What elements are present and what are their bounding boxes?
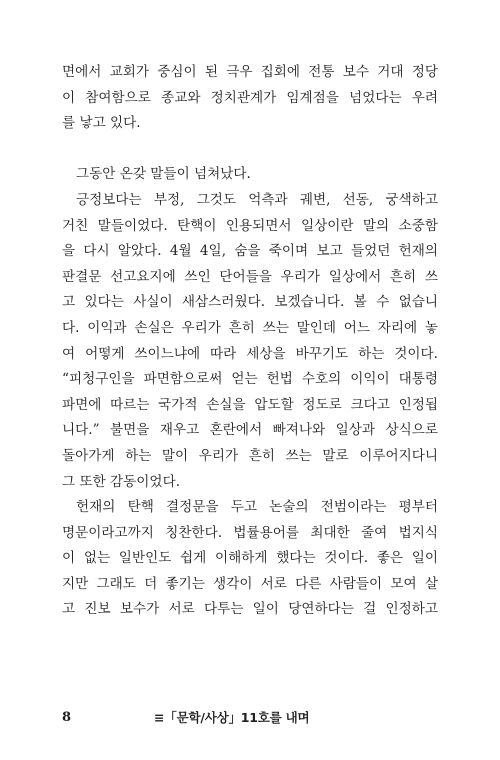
text-line: 여 어떻게 쓰이느냐에 따라 세상을 바꾸기도 하는 것이다. bbox=[62, 345, 438, 362]
text-line: 헌재의 탄핵 결정문을 두고 논술의 전범이라는 평부터 bbox=[76, 499, 438, 516]
text-line: 고 있다는 사실이 새삼스러웠다. 보겠습니다. 볼 수 없습니 bbox=[62, 294, 438, 311]
page-number: 8 bbox=[62, 710, 72, 725]
text-line: 고 진보 보수가 서로 다투는 일이 당연하다는 걸 인정하고 bbox=[62, 601, 438, 618]
text-line: 그동안 온갖 말들이 넘쳐났다. bbox=[76, 166, 251, 183]
text-line: 지만 그래도 더 좋기는 생각이 서로 다른 사람들이 모여 살 bbox=[62, 575, 438, 592]
text-line: 거친 말들이었다. 탄핵이 인용되면서 일상이란 말의 소중함 bbox=[62, 217, 438, 234]
text-line: 이 없는 일반인도 쉽게 이해하게 했다는 것이다. 좋은 일이 bbox=[62, 550, 438, 567]
text-line: 긍정보다는 부정, 그것도 억측과 궤변, 선동, 궁색하고 bbox=[76, 191, 438, 208]
text-line: 그 또한 감동이었다. bbox=[62, 473, 181, 490]
section-break bbox=[62, 137, 438, 163]
text-line: “피청구인을 파면함으로써 얻는 헌법 수호의 이익이 대통령 bbox=[62, 371, 438, 388]
paragraph-lead bbox=[62, 162, 438, 188]
paragraph bbox=[62, 188, 438, 495]
text-line: 판결문 선고요지에 쓰인 단어들을 우리가 일상에서 흔히 쓰 bbox=[62, 268, 438, 285]
text-line: 돌아가게 하는 말이 우리가 흔히 쓰는 말로 이루어지다니 bbox=[62, 447, 438, 464]
text-line: 면에서 교회가 중심이 된 극우 집회에 전통 보수 거대 정당 bbox=[62, 64, 438, 80]
text-line: 를 낳고 있다. bbox=[62, 115, 141, 132]
text-line: 이 참여함으로 종교와 정치관계가 임계점을 넘었다는 우려 bbox=[62, 89, 438, 106]
running-title: ≡「문학/사상」11호를 내며 bbox=[154, 710, 310, 725]
paragraph bbox=[62, 495, 438, 623]
text-line: 파면에 따르는 국가적 손실을 압도할 정도로 크다고 인정됩 bbox=[62, 396, 438, 413]
text-line: 다. 이익과 손실은 우리가 흔히 쓰는 말인데 어느 자리에 놓 bbox=[62, 319, 438, 336]
body-text bbox=[62, 60, 438, 623]
text-line: 니다.” 불면을 재우고 혼란에서 빠져나와 일상과 상식으로 bbox=[62, 422, 438, 439]
text-line: 명문이라고까지 칭찬한다. 법률용어를 최대한 줄여 법지식 bbox=[62, 524, 438, 541]
text-line: 을 다시 알았다. 4월 4일, 숨을 죽이며 보고 들었던 헌재의 bbox=[62, 243, 438, 260]
paragraph-continued bbox=[62, 60, 438, 137]
